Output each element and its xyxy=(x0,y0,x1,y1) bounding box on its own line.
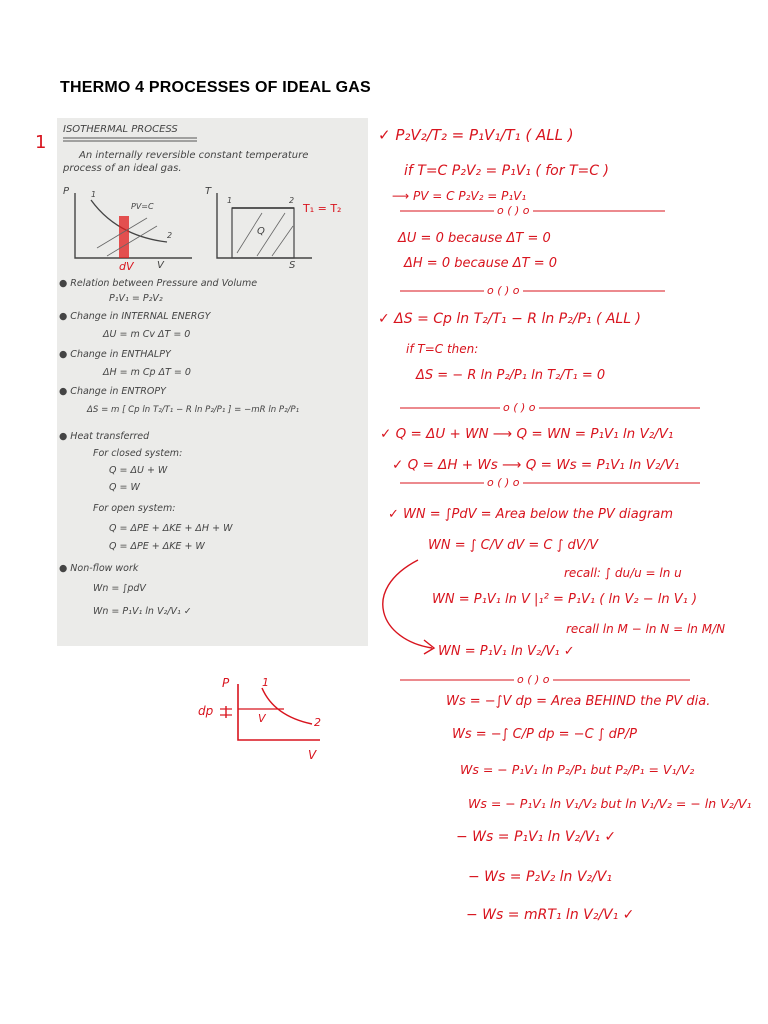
note-separator-5: o ( ) o xyxy=(514,673,553,686)
note-line-8: ΔS = − R ln P₂/P₁ ln T₂/T₁ = 0 xyxy=(416,368,606,383)
note-line-1: ✓ P₂V₂/T₂ = P₁V₁/T₁ ( ALL ) xyxy=(378,126,574,144)
note-separator-1: o ( ) o xyxy=(494,204,533,217)
sketch-point-2: 2 xyxy=(314,716,321,729)
note-line-15: recall ln M − ln N = ln M/N xyxy=(566,622,726,636)
note-line-19: Ws = − P₁V₁ ln P₂/P₁ but P₂/P₁ = V₁/V₂ xyxy=(460,762,695,777)
bullet-entropy: ● Change in ENTROPY xyxy=(59,386,166,397)
pv-point-1: 1 xyxy=(91,190,97,199)
note-line-22: − Ws = P₂V₂ ln V₂/V₁ xyxy=(468,869,612,885)
bullet-heat: ● Heat transferred xyxy=(59,431,150,442)
note-line-3: ⟶ PV = C P₂V₂ = P₁V₁ xyxy=(392,189,527,203)
page-title: THERMO 4 PROCESSES OF IDEAL GAS xyxy=(60,79,371,96)
note-line-2: if T=C P₂V₂ = P₁V₁ ( for T=C ) xyxy=(404,163,609,179)
bullet-internal-energy-eq: ΔU = m Cv ΔT = 0 xyxy=(103,329,191,340)
note-line-5: ΔH = 0 because ΔT = 0 xyxy=(404,256,557,271)
pv-point-2: 2 xyxy=(167,231,173,240)
sketch-p: P xyxy=(222,676,230,690)
ts-axis-t: T xyxy=(205,186,212,197)
note-line-4: ΔU = 0 because ΔT = 0 xyxy=(398,231,551,246)
note-line-17: Ws = −∫V dp = Area BEHIND the PV dia. xyxy=(446,694,711,709)
note-line-21: − Ws = P₁V₁ ln V₂/V₁ ✓ xyxy=(456,829,617,845)
ts-point-2: 2 xyxy=(289,196,295,205)
heat-closed-eq-2: Q = W xyxy=(109,482,140,493)
bullet-enthalpy: ● Change in ENTHALPY xyxy=(59,349,171,360)
nonflow-eq-1: Wn = ∫pdV xyxy=(93,583,146,594)
bullet-relation: ● Relation between Pressure and Volume xyxy=(59,278,258,289)
note-line-10: ✓ Q = ΔH + Ws ⟶ Q = Ws = P₁V₁ ln V₂/V₁ xyxy=(392,457,680,473)
scan-number: 1 xyxy=(35,132,47,153)
note-separator-4: o ( ) o xyxy=(484,476,523,489)
note-line-11: ✓ WN = ∫PdV = Area below the PV diagram xyxy=(388,507,673,522)
note-line-6: ✓ ΔS = Cp ln T₂/T₁ − R ln P₂/P₁ ( ALL ) xyxy=(378,311,641,327)
ts-q-label: Q xyxy=(257,226,265,237)
bullet-nonflow: ● Non-flow work xyxy=(59,563,139,574)
note-line-7: if T=C then: xyxy=(406,342,479,356)
note-separator-2: o ( ) o xyxy=(484,284,523,297)
note-line-16: WN = P₁V₁ ln V₂/V₁ ✓ xyxy=(438,644,575,659)
ts-temperature-label: T₁ = T₂ xyxy=(303,202,342,215)
heat-open: For open system: xyxy=(93,503,176,514)
bullet-internal-energy: ● Change in INTERNAL ENERGY xyxy=(59,311,211,322)
heat-open-eq-2: Q = ΔPE + ΔKE + W xyxy=(109,541,205,552)
note-line-14: WN = P₁V₁ ln V |₁² = P₁V₁ ( ln V₂ − ln V₁ ) xyxy=(432,592,698,607)
note-line-12: WN = ∫ C/V dV = C ∫ dV/V xyxy=(428,538,598,553)
nonflow-eq-2: Wn = P₁V₁ ln V₂/V₁ ✓ xyxy=(93,606,192,617)
note-line-13: recall: ∫ du/u = ln u xyxy=(564,566,682,580)
pv-axis-p: P xyxy=(63,186,70,197)
sketch-v-axis: V xyxy=(308,748,317,762)
scan-desc-2: process of an ideal gas. xyxy=(63,163,182,174)
sketch-dp: dp xyxy=(198,704,214,718)
pv-curve-label: PV=C xyxy=(131,202,154,211)
ts-point-1: 1 xyxy=(227,196,233,205)
scan-desc-1: An internally reversible constant temperature xyxy=(79,150,309,161)
pv-dv-label: dV xyxy=(119,260,134,273)
bullet-entropy-eq: ΔS = m [ Cp ln T₂/T₁ − R ln P₂/P₁ ] = −mR ln P₂/P₁ xyxy=(87,405,300,415)
sketch-point-1: 1 xyxy=(262,676,269,689)
note-separator-3: o ( ) o xyxy=(500,401,539,414)
bullet-enthalpy-eq: ΔH = m Cp ΔT = 0 xyxy=(103,367,191,378)
note-line-18: Ws = −∫ C/P dp = −C ∫ dP/P xyxy=(452,727,637,742)
scan-heading: ISOTHERMAL PROCESS xyxy=(63,124,178,135)
note-line-23: − Ws = mRT₁ ln V₂/V₁ ✓ xyxy=(466,907,635,923)
ts-axis-s: S xyxy=(289,260,296,271)
sketch-v-inner: V xyxy=(258,712,266,725)
heat-closed-eq-1: Q = ΔU + W xyxy=(109,465,168,476)
heat-open-eq-1: Q = ΔPE + ΔKE + ΔH + W xyxy=(109,523,233,534)
bullet-relation-eq: P₁V₁ = P₂V₂ xyxy=(109,293,163,304)
note-line-20: Ws = − P₁V₁ ln V₁/V₂ but ln V₁/V₂ = − ln V₂/V₁ xyxy=(468,796,752,811)
pv-axis-v: V xyxy=(157,260,164,271)
note-line-9: ✓ Q = ΔU + WN ⟶ Q = WN = P₁V₁ ln V₂/V₁ xyxy=(380,426,674,442)
heat-closed: For closed system: xyxy=(93,448,183,459)
